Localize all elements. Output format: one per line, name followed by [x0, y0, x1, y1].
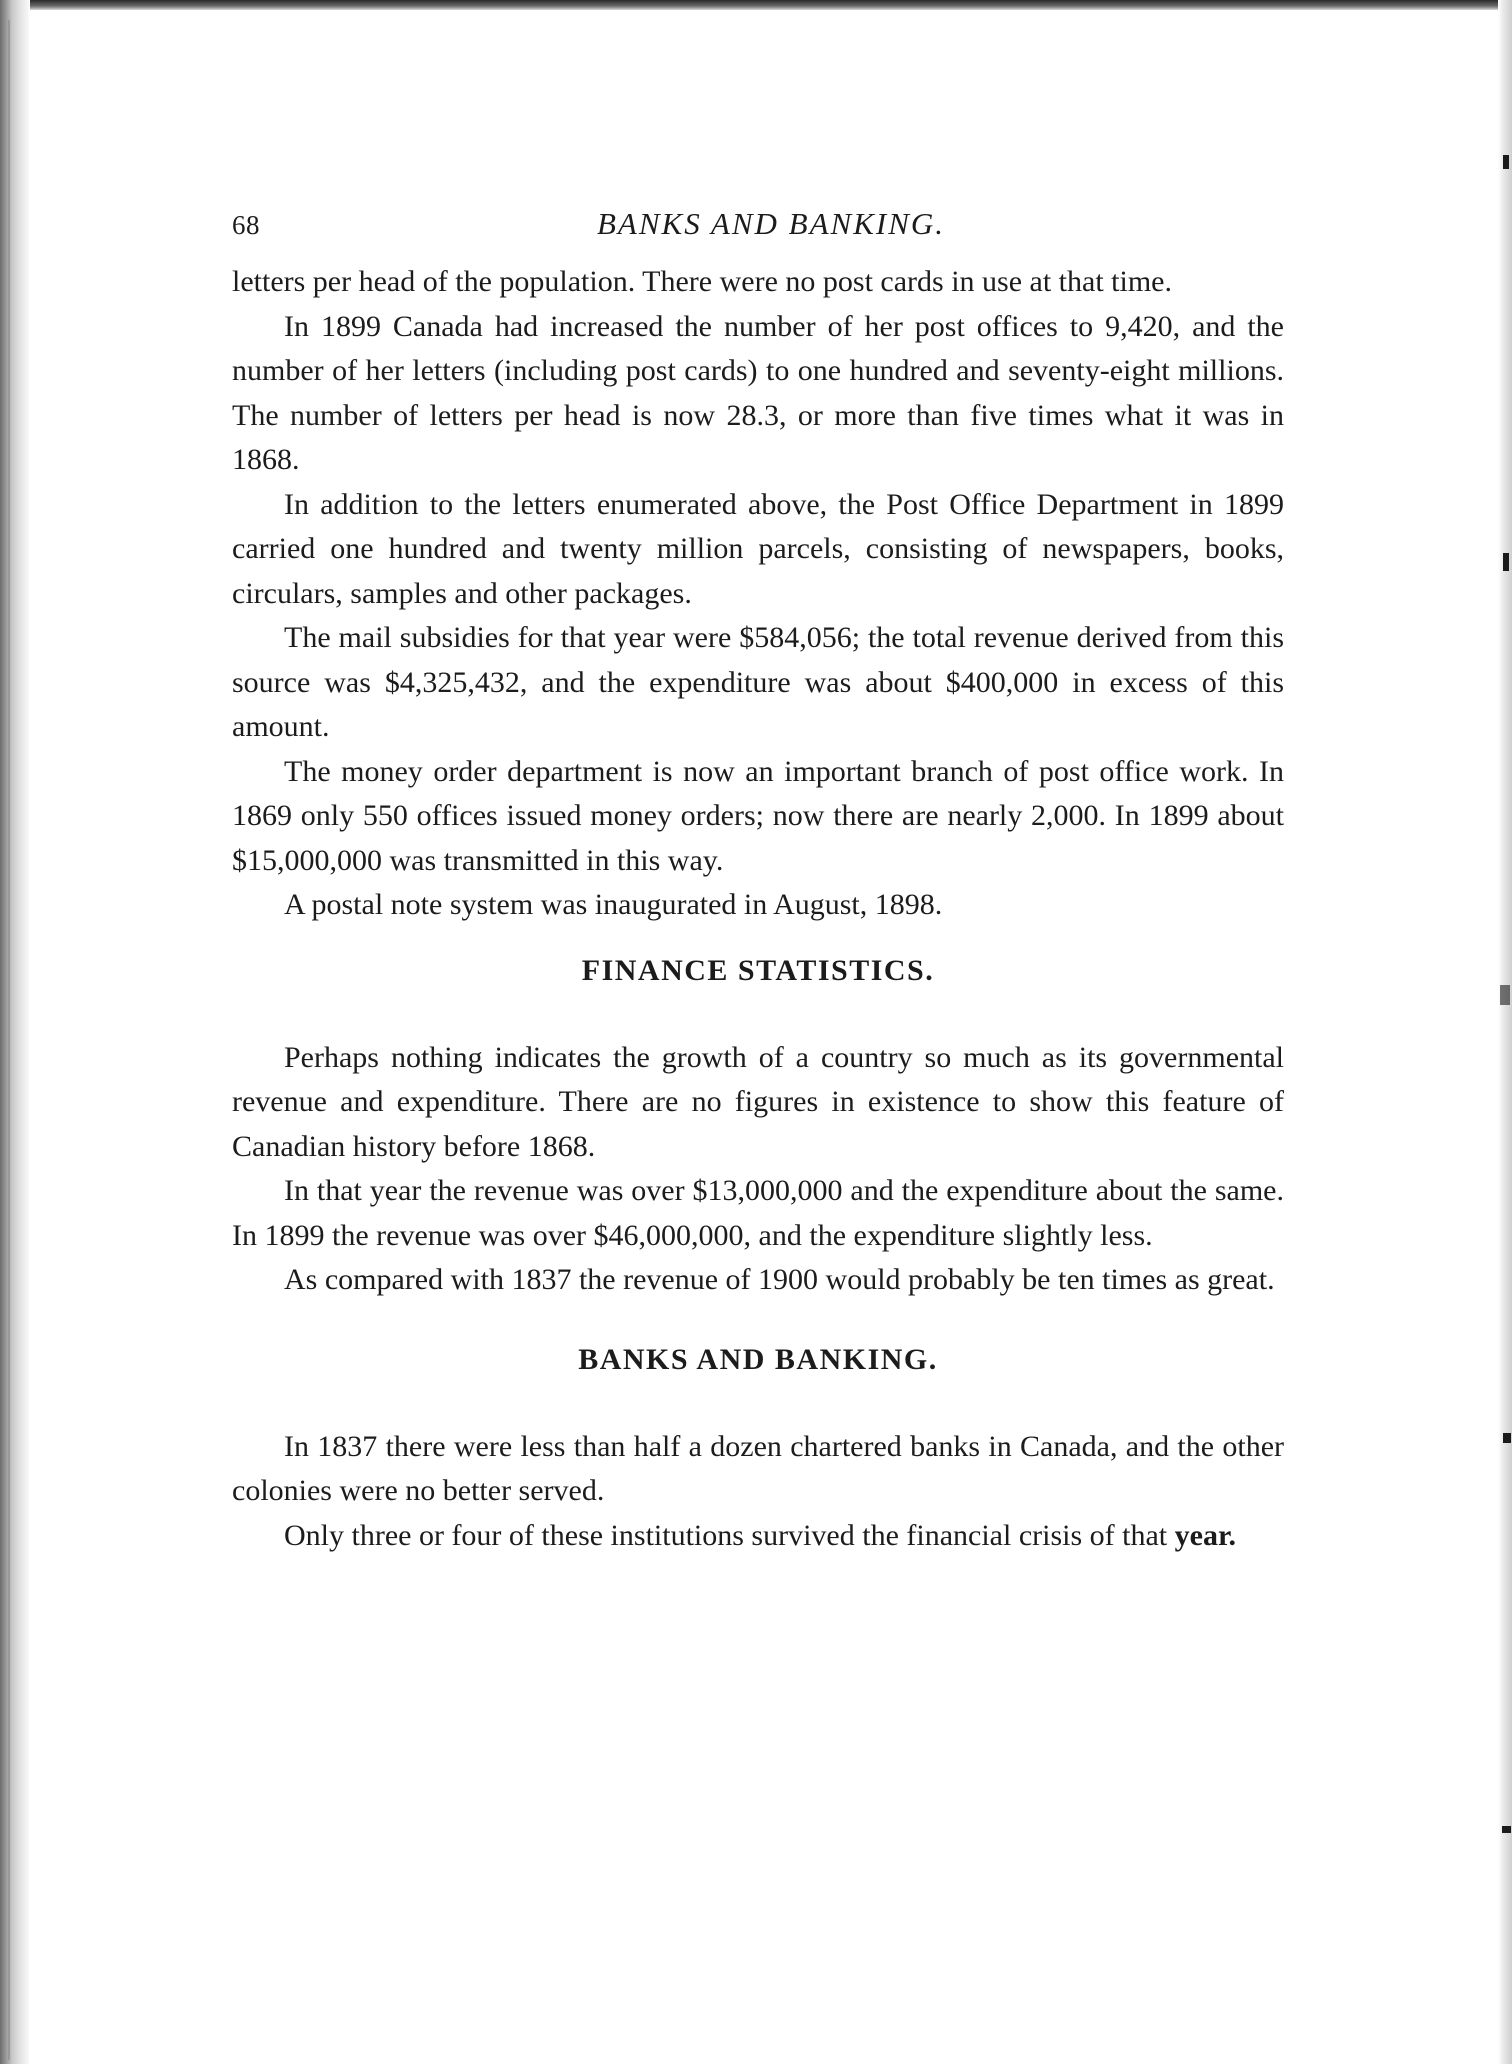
scan-top-edge: [0, 0, 1512, 10]
paragraph: The mail subsidies for that year were $584,056; the total revenue derived from this source was $4,325,432, and the expenditure was about $400,000 in excess of this amount.: [232, 621, 1284, 743]
paragraph-tail: year.: [1174, 1518, 1237, 1552]
edge-mark: [1500, 985, 1510, 1005]
edge-mark: [1503, 1433, 1511, 1443]
edge-mark: [1503, 155, 1509, 169]
book-page: [232, 200, 1284, 1558]
paragraph: In 1837 there were less than half a dozen chartered banks in Canada, and the other colonies were no better served.: [232, 1429, 1284, 1507]
paragraph: In 1899 Canada had increased the number of her post offices to 9,420, and the number of her letters (including post cards) to one hundred and seventy-eight millions. The number of letters per head is now 28.3, or more than five times what it was in 1868.: [232, 309, 1284, 476]
section-heading-finance: FINANCE STATISTICS.: [581, 953, 935, 987]
scan-right-edge: [1498, 0, 1512, 2064]
paragraph-last: [232, 1514, 1284, 1559]
paragraph: letters per head of the population. There were no post cards in use at that time.: [232, 265, 1172, 298]
paragraph: The money order department is now an important branch of post office work. In 1869 only 550 offices issued money orders; now there are nearly 2,000. In 1899 about $15,000,000 was transmitted in this way.: [232, 754, 1284, 877]
paragraph: In addition to the letters enumerated above, the Post Office Department in 1899 carried one hundred and twenty million parcels, consisting of newspapers, books, circulars, samples and other packages.: [232, 487, 1284, 610]
paragraph: As compared with 1837 the revenue of 1900 would probably be ten times as great.: [284, 1263, 1275, 1296]
scan-left-edge: [0, 0, 30, 2064]
paragraph: In that year the revenue was over $13,000,000 and the expenditure about the same. In 1899 the revenue was over $46,000,000, and the expenditure slightly less.: [232, 1174, 1284, 1252]
edge-mark: [1502, 1826, 1511, 1833]
edge-mark: [1503, 553, 1509, 571]
paragraph-text: Only three or four of these institutions survived the financial crisis of that: [284, 1518, 1175, 1552]
binding-shadow-line: [8, 20, 10, 2060]
paragraph: A postal note system was inaugurated in August, 1898.: [284, 888, 943, 921]
page-number: 68: [232, 210, 260, 240]
paragraph: Perhaps nothing indicates the growth of a country so much as its governmental revenue and expenditure. There are no figures in existence to show this feature of Canadian history before 1868.: [232, 1040, 1284, 1163]
running-head: [232, 200, 1284, 254]
section-heading-banks: BANKS AND BANKING.: [578, 1342, 938, 1376]
running-head-title: BANKS AND BANKING.: [596, 206, 946, 241]
